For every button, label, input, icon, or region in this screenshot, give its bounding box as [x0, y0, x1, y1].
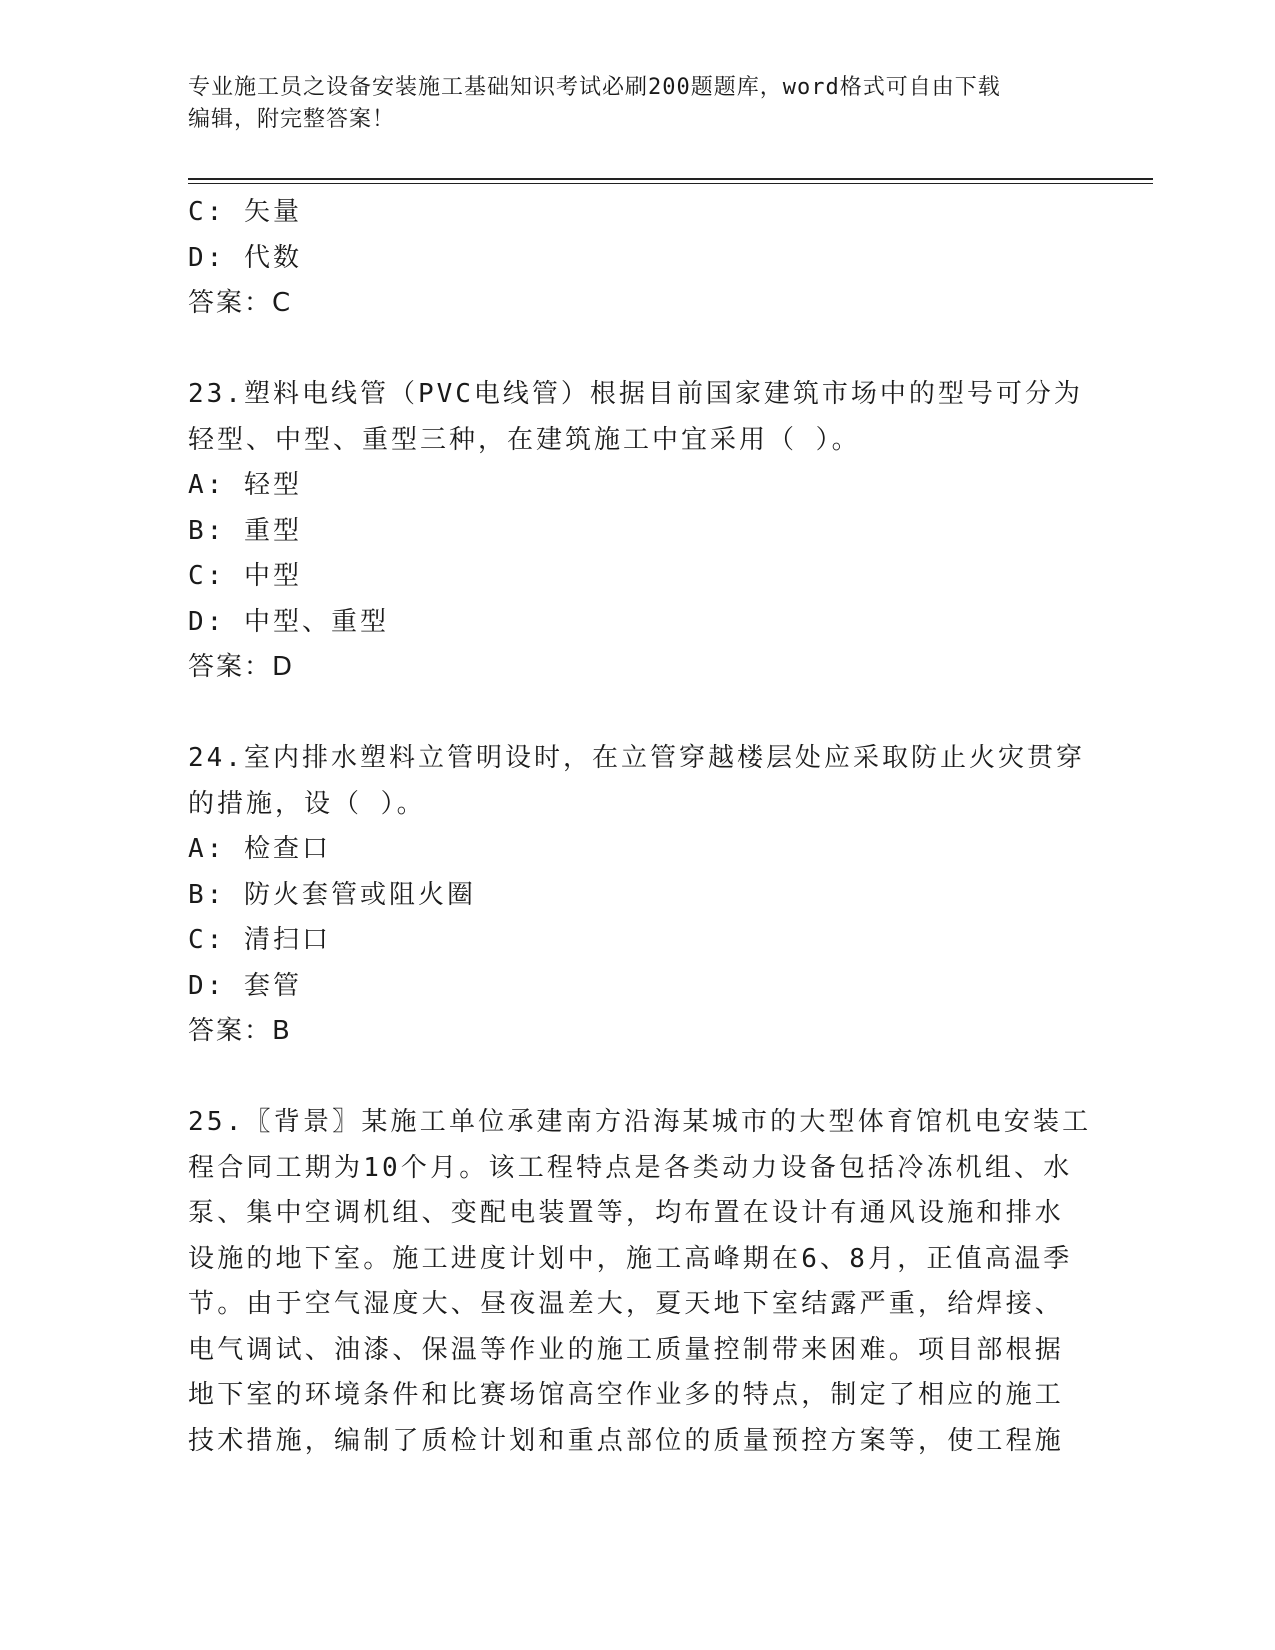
- option-c: C: 矢量: [188, 197, 302, 227]
- answer: 答案：C: [188, 288, 293, 318]
- question-stem-line: 泵、集中空调机组、变配电装置等，均布置在设计有通风设施和排水: [188, 1198, 1065, 1228]
- answer: 答案：D: [188, 652, 295, 682]
- option-a: A: 检查口: [188, 834, 331, 864]
- spacer: [188, 327, 1088, 373]
- question-24: [188, 736, 1088, 1055]
- option-b: B: 重型: [188, 515, 302, 546]
- header-divider-thin: [188, 183, 1153, 184]
- question-stem-line: 的措施，设（ ）。: [188, 788, 426, 819]
- question-stem-line: 设施的地下室。施工进度计划中，施工高峰期在6、8月，正值高温季: [188, 1243, 1073, 1274]
- question-stem-line: 轻型、中型、重型三种，在建筑施工中宜采用（ ）。: [188, 424, 861, 455]
- question-stem-line: 地下室的环境条件和比赛场馆高空作业多的特点，制定了相应的施工: [188, 1380, 1065, 1410]
- option-c: C: 清扫口: [188, 925, 331, 955]
- spacer: [188, 1055, 1088, 1101]
- option-d: D: 中型、重型: [188, 606, 389, 637]
- question-stem-line: 技术措施，编制了质检计划和重点部位的质量预控方案等，使工程施: [188, 1425, 1065, 1456]
- question-stem-line: 程合同工期为10个月。该工程特点是各类动力设备包括冷冻机组、水: [188, 1152, 1073, 1183]
- question-stem-line: 电气调试、油漆、保温等作业的施工质量控制带来困难。项目部根据: [188, 1334, 1065, 1365]
- header-divider: [188, 178, 1153, 180]
- question-stem-line: 节。由于空气湿度大、昼夜温差大，夏天地下室结露严重，给焊接、: [188, 1289, 1065, 1319]
- option-d: D: 代数: [188, 242, 302, 273]
- spacer: [188, 691, 1088, 737]
- option-b: B: 防火套管或阻火圈: [188, 879, 476, 910]
- option-d: D: 套管: [188, 970, 302, 1001]
- answer: 答案：B: [188, 1016, 292, 1046]
- question-stem-line: 24.室内排水塑料立管明设时，在立管穿越楼层处应采取防止火灾贯穿: [188, 743, 1085, 773]
- question-content: [188, 190, 1092, 1464]
- question-23: [188, 372, 1088, 691]
- header-title-line-2: 编辑，附完整答案！: [188, 107, 396, 132]
- option-a: A: 轻型: [188, 470, 302, 500]
- question-25: [188, 1100, 1092, 1464]
- previous-question-tail: [188, 190, 1088, 327]
- header-title-line-1: 专业施工员之设备安装施工基础知识考试必刷200题题库，word格式可自由下载: [188, 75, 1001, 100]
- question-stem-line: 23.塑料电线管（PVC电线管）根据目前国家建筑市场中的型号可分为: [188, 379, 1083, 409]
- page-header: [188, 72, 1068, 136]
- question-stem-line: 25.〖背景〗某施工单位承建南方沿海某城市的大型体育馆机电安装工: [188, 1107, 1092, 1137]
- option-c: C: 中型: [188, 561, 302, 591]
